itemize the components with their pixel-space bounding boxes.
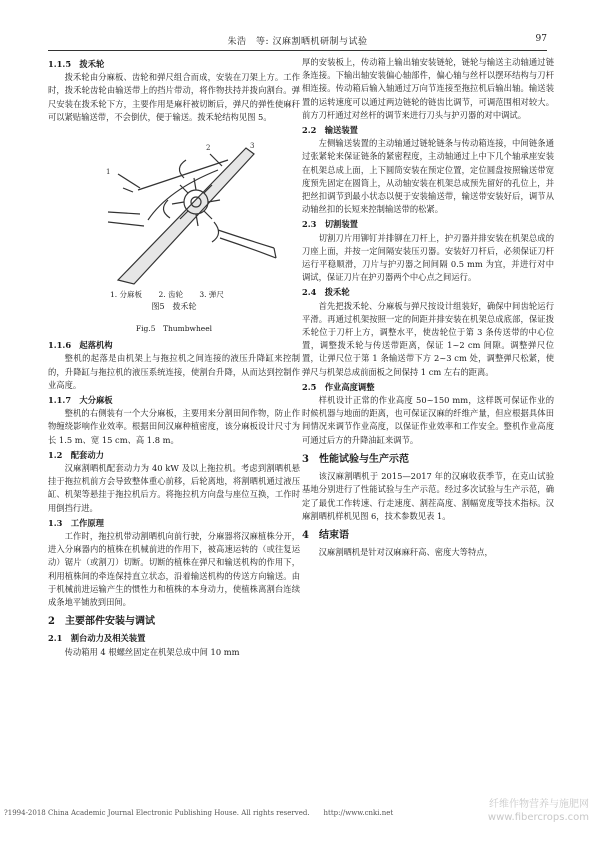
svg-text:2: 2: [206, 144, 211, 153]
figure-caption-en: Fig.5 Thumbwheel: [135, 324, 213, 334]
section-heading: 1.1.7 大分麻板: [48, 395, 113, 406]
paragraph: 传动箱用 4 根螺丝固定在机架总成中间 10 mm: [64, 646, 240, 657]
paragraph: 首先把拨禾轮、分麻板与弹尺按设计组装好，确保中间齿轮运行平滑。再通过机架按照一定的间距并排安装在机架总成底部，保证拨禾轮位于刀杆上方，调整水平，使齿轮位于第 3 条传送带的中心位置，调整拨禾轮与传送带距离，保证 1~2 cm 间隙。调整弹尺位置，让弹尺位于第 1 条输送带下方 2~3 cm 处，调整弹尺松紧，使弹尺与机架总成前面板之间保持 1 cm 左右的距离。: [302, 300, 554, 377]
section-heading: 3 性能试验与生产示范: [302, 453, 409, 465]
section-heading: 1.1.6 起落机构: [48, 340, 113, 351]
figure-caption: 图5 拨禾轮: [151, 302, 197, 312]
paragraph: 拨禾轮由分麻板、齿轮和弹尺组合而成，安装在刀架上方。工作时，拨禾轮齿轮由输送带上的挡片带动，将作物扶持并拨向割台。弹尺安装在拨禾轮下方，主要作用是麻秆被切断后，弹尺的弹性使麻秆可以紧贴输送带，不会倒伏，便于输送。拨禾轮结构见图 5。: [48, 72, 300, 122]
paragraph: 汉麻割晒机配套动力为 40 kW 及以上拖拉机。考虑到割晒机悬挂于拖拉机前方会导致整体重心前移，后轮离地，将割晒机通过液压缸、机架等悬挂于拖拉机后方。将拖拉机方向盘与座位互换，工作时用倒挡行进。: [48, 463, 300, 513]
paragraph: 工作时，拖拉机带动割晒机向前行驶，分麻器将汉麻植株分开，进入分麻器内的植株在机械前进的作用下，被高速运转的（或往复运动）锯片（或割刀）切断。切断的植株在弹尺和输送机构的作用下，利用植株间的牵连保持直立状态，沿着输送机构的传送方向输送。由于机械前进运输产生的惯性力和植株的本身动力，使植株离割台连续成条地平铺放到田间。: [48, 531, 300, 608]
section-heading: 2.5 作业高度调整: [302, 381, 375, 392]
section-heading: 1.1.5 拨禾轮: [48, 59, 105, 69]
figure-legend-item: 3. 弹尺: [199, 290, 224, 300]
svg-text:1: 1: [106, 168, 111, 177]
running-title: 朱浩 等: 汉麻割晒机研制与试验: [227, 37, 368, 47]
paragraph: 切割刀片用铆钉并排铆在刀杆上，护刃器并排安装在机架总成的刀座上面，并按一定间隔安装压刃器。安装好刀杆后，必须保证刀杆运行平稳顺滑，刀片与护刃器之间间隔 0.5 mm 为宜，并进行对中调试，保证刀片在护刃器两个中心点之间运行。: [302, 232, 554, 283]
paragraph: 左侧输送装置的主动轴通过链轮链条与传动箱连接，中间链条通过张紧轮来保证链条的紧密程度，主动轴通过上中下几个轴承座安装在机架总成上面，上下圆筒安装在预定位置，定位圆盘按照输送带宽度预先固定在圆筒上，从动轴安装在机架总成预先留好的孔位上，并把丝扣调节到最小状态以便于安装输送带，输送带安装好后，调节从动轴丝扣的长短来控制输送带的松紧。: [302, 138, 554, 215]
section-heading: 2.3 切割装置: [302, 219, 358, 230]
figure-legend-item: 1. 分麻板: [110, 290, 143, 300]
running-header: [48, 34, 547, 48]
paragraph: 整机的起落是由机架上与拖拉机之间连接的液压升降缸来控制的，升降缸与拖拉机的液压系统连接，使割台升降，从而达到控制作业高度。: [48, 353, 300, 390]
svg-text:3: 3: [250, 142, 255, 151]
paragraph: 样机设计正常的作业高度 50~150 mm，这样既可保证作业的时候机器与地面的距离，也可保证汉麻的纤维产量，但应根据具体田间情况来调节作业高度，以保证作业效率和工作安全。整机作业高度可通过后方的升降油缸来调节。: [302, 395, 554, 445]
thumbwheel-figure: [48, 130, 300, 320]
page-number: 97: [535, 34, 547, 44]
watermark-line: www.fibercrops.com: [487, 812, 589, 823]
copyright-footer: ?1994-2018 China Academic Journal Electronic Publishing House. All rights reserved. http://www.cnki.net: [4, 809, 394, 817]
section-heading: 4 结束语: [302, 529, 349, 541]
watermark-line: 纤维作物营养与施肥网: [489, 799, 589, 810]
paragraph: 该汉麻割晒机于 2015—2017 年的汉麻收获季节，在克山试验基地分别进行了性能试验与生产示范。经过多次试验与生产示范，确定了最优工作转速、行走速度、割茬高度、割幅宽度等技术指标。汉麻割晒机样机见图 6，技术参数见表 1。: [302, 471, 554, 521]
section-heading: 2.2 输送装置: [302, 125, 358, 136]
figure-legend-item: 2. 齿轮: [158, 290, 183, 300]
paragraph: 汉麻割晒机是针对汉麻麻秆高、密度大等特点，: [318, 547, 493, 558]
paragraph: 整机的右侧装有一个大分麻板，主要用来分割田间作物，防止作物缠绕影响作业效率。根据田间汉麻种植密度，该分麻板设计尺寸为长 1.5 m、宽 15 cm、高 1.8 m。: [48, 408, 300, 445]
thumbwheel-drawing: [78, 130, 278, 285]
section-heading: 2.4 拨禾轮: [302, 287, 350, 298]
section-heading: 2 主要部件安装与调试: [48, 616, 155, 628]
section-heading: 1.3 工作原理: [48, 517, 104, 528]
section-heading: 2.1 割台动力及相关装置: [48, 633, 146, 644]
header-rule: [48, 50, 547, 51]
left-column: [48, 56, 300, 659]
right-column: [302, 56, 554, 559]
section-heading: 1.2 配套动力: [48, 449, 104, 460]
paragraph: 厚的安装板上，传动箱上输出轴安装链轮，链轮与输送主动轴通过链条连接。下输出轴安装偏心轴部件，偏心轴与丝杆以摆环结构与刀杆相连接。传动箱后输入轴通过万向节连接至拖拉机后输出轴。输送装置的运转速度可以通过两边链轮的链齿比调节，可调范围相对较大。前方刀杆通过对丝杆的调节来进行刀头与护刃器的对中调试。: [302, 57, 554, 120]
